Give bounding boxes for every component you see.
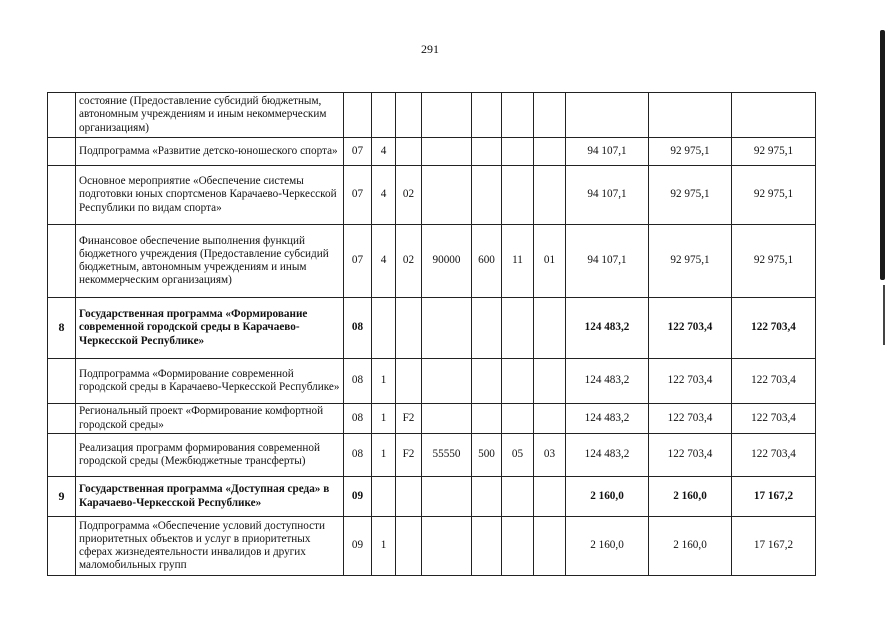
code-chapter xyxy=(502,298,534,359)
code-section: 07 xyxy=(344,138,372,166)
value-year-3: 17 167,2 xyxy=(732,517,816,576)
table-row xyxy=(48,166,816,225)
row-name: Основное мероприятие «Обеспечение системы подготовки юных спортсменов Карачаево-Черкесской Республики по видам спорта» xyxy=(76,166,344,225)
code-direction xyxy=(422,93,472,138)
code-section: 08 xyxy=(344,404,372,434)
code-direction: 55550 xyxy=(422,434,472,477)
code-expense-type xyxy=(472,298,502,359)
row-number xyxy=(48,93,76,138)
code-chapter xyxy=(502,138,534,166)
value-year-1: 124 483,2 xyxy=(566,298,649,359)
value-year-1: 94 107,1 xyxy=(566,138,649,166)
row-number xyxy=(48,517,76,576)
code-subprogram: 4 xyxy=(372,225,396,298)
code-subsection: 03 xyxy=(534,434,566,477)
row-number: 8 xyxy=(48,298,76,359)
code-chapter xyxy=(502,359,534,404)
table-row xyxy=(48,477,816,517)
code-measure: 02 xyxy=(396,225,422,298)
value-year-1: 94 107,1 xyxy=(566,225,649,298)
code-subprogram xyxy=(372,93,396,138)
code-expense-type xyxy=(472,517,502,576)
table-row xyxy=(48,434,816,477)
code-direction xyxy=(422,298,472,359)
code-measure xyxy=(396,138,422,166)
table-row xyxy=(48,404,816,434)
code-expense-type: 600 xyxy=(472,225,502,298)
row-number: 9 xyxy=(48,477,76,517)
code-subsection xyxy=(534,138,566,166)
row-number xyxy=(48,434,76,477)
code-subsection xyxy=(534,517,566,576)
row-name: Финансовое обеспечение выполнения функций бюджетного учреждения (Предоставление субсидий бюджетным, автономным учреждениям и иным некоммерческим организациям) xyxy=(76,225,344,298)
value-year-1: 2 160,0 xyxy=(566,517,649,576)
code-direction: 90000 xyxy=(422,225,472,298)
code-section: 09 xyxy=(344,517,372,576)
code-section: 08 xyxy=(344,359,372,404)
value-year-2 xyxy=(649,93,732,138)
code-direction xyxy=(422,517,472,576)
code-subprogram: 4 xyxy=(372,166,396,225)
code-section: 07 xyxy=(344,166,372,225)
row-number xyxy=(48,225,76,298)
code-subprogram xyxy=(372,477,396,517)
code-section: 09 xyxy=(344,477,372,517)
value-year-3: 17 167,2 xyxy=(732,477,816,517)
table-row xyxy=(48,225,816,298)
row-name: Подпрограмма «Обеспечение условий доступности приоритетных объектов и услуг в приоритетных сферах жизнедеятельности инвалидов и других маломобильных групп xyxy=(76,517,344,576)
value-year-1: 124 483,2 xyxy=(566,404,649,434)
value-year-2: 92 975,1 xyxy=(649,138,732,166)
code-expense-type xyxy=(472,359,502,404)
code-expense-type xyxy=(472,138,502,166)
code-expense-type xyxy=(472,477,502,517)
row-number xyxy=(48,138,76,166)
code-subsection: 01 xyxy=(534,225,566,298)
code-section: 07 xyxy=(344,225,372,298)
code-subsection xyxy=(534,166,566,225)
code-measure xyxy=(396,517,422,576)
code-chapter xyxy=(502,477,534,517)
code-direction xyxy=(422,138,472,166)
code-measure: 02 xyxy=(396,166,422,225)
row-name: Подпрограмма «Развитие детско-юношеского спорта» xyxy=(76,138,344,166)
row-number xyxy=(48,359,76,404)
value-year-3: 122 703,4 xyxy=(732,434,816,477)
row-name: Реализация программ формирования современной городской среды (Межбюджетные трансферты) xyxy=(76,434,344,477)
row-name: Государственная программа «Формирование современной городской среды в Карачаево-Черкесской Республике» xyxy=(76,298,344,359)
code-subsection xyxy=(534,93,566,138)
code-subprogram: 1 xyxy=(372,434,396,477)
budget-table xyxy=(47,92,816,576)
code-measure xyxy=(396,93,422,138)
code-subprogram: 1 xyxy=(372,404,396,434)
code-subprogram: 1 xyxy=(372,359,396,404)
budget-table-body xyxy=(48,93,816,576)
page-number: 291 xyxy=(421,42,439,56)
row-number xyxy=(48,166,76,225)
scan-edge-mark xyxy=(880,30,885,280)
code-chapter xyxy=(502,166,534,225)
code-subprogram: 1 xyxy=(372,517,396,576)
table-row xyxy=(48,517,816,576)
code-chapter: 05 xyxy=(502,434,534,477)
value-year-1: 124 483,2 xyxy=(566,434,649,477)
code-section: 08 xyxy=(344,434,372,477)
value-year-2: 92 975,1 xyxy=(649,166,732,225)
value-year-2: 2 160,0 xyxy=(649,477,732,517)
value-year-2: 122 703,4 xyxy=(649,298,732,359)
code-direction xyxy=(422,477,472,517)
value-year-3: 122 703,4 xyxy=(732,298,816,359)
table-row xyxy=(48,298,816,359)
code-measure xyxy=(396,298,422,359)
code-section xyxy=(344,93,372,138)
code-expense-type: 500 xyxy=(472,434,502,477)
row-name: состояние (Предоставление субсидий бюджетным, автономным учреждениям и иным некоммерческим организациям) xyxy=(76,93,344,138)
value-year-3: 92 975,1 xyxy=(732,138,816,166)
code-subsection xyxy=(534,359,566,404)
code-direction xyxy=(422,166,472,225)
value-year-1: 124 483,2 xyxy=(566,359,649,404)
code-subprogram: 4 xyxy=(372,138,396,166)
code-measure: F2 xyxy=(396,404,422,434)
code-chapter xyxy=(502,93,534,138)
code-expense-type xyxy=(472,93,502,138)
code-measure xyxy=(396,477,422,517)
value-year-3: 122 703,4 xyxy=(732,359,816,404)
code-chapter xyxy=(502,517,534,576)
value-year-3 xyxy=(732,93,816,138)
table-row xyxy=(48,93,816,138)
code-expense-type xyxy=(472,404,502,434)
table-row xyxy=(48,359,816,404)
code-expense-type xyxy=(472,166,502,225)
table-row xyxy=(48,138,816,166)
value-year-3: 92 975,1 xyxy=(732,225,816,298)
value-year-2: 92 975,1 xyxy=(649,225,732,298)
value-year-2: 122 703,4 xyxy=(649,359,732,404)
row-name: Подпрограмма «Формирование современной городской среды в Карачаево-Черкесской Республике» xyxy=(76,359,344,404)
code-subsection xyxy=(534,298,566,359)
row-name: Региональный проект «Формирование комфортной городской среды» xyxy=(76,404,344,434)
value-year-2: 122 703,4 xyxy=(649,404,732,434)
code-measure: F2 xyxy=(396,434,422,477)
code-measure xyxy=(396,359,422,404)
row-number xyxy=(48,404,76,434)
code-chapter xyxy=(502,404,534,434)
value-year-1: 2 160,0 xyxy=(566,477,649,517)
scan-edge-mark-secondary xyxy=(883,285,885,345)
value-year-2: 2 160,0 xyxy=(649,517,732,576)
code-subsection xyxy=(534,477,566,517)
code-direction xyxy=(422,359,472,404)
code-chapter: 11 xyxy=(502,225,534,298)
value-year-1: 94 107,1 xyxy=(566,166,649,225)
row-name: Государственная программа «Доступная среда» в Карачаево-Черкесской Республике» xyxy=(76,477,344,517)
value-year-2: 122 703,4 xyxy=(649,434,732,477)
code-section: 08 xyxy=(344,298,372,359)
value-year-3: 92 975,1 xyxy=(732,166,816,225)
code-direction xyxy=(422,404,472,434)
code-subsection xyxy=(534,404,566,434)
value-year-3: 122 703,4 xyxy=(732,404,816,434)
value-year-1 xyxy=(566,93,649,138)
code-subprogram xyxy=(372,298,396,359)
